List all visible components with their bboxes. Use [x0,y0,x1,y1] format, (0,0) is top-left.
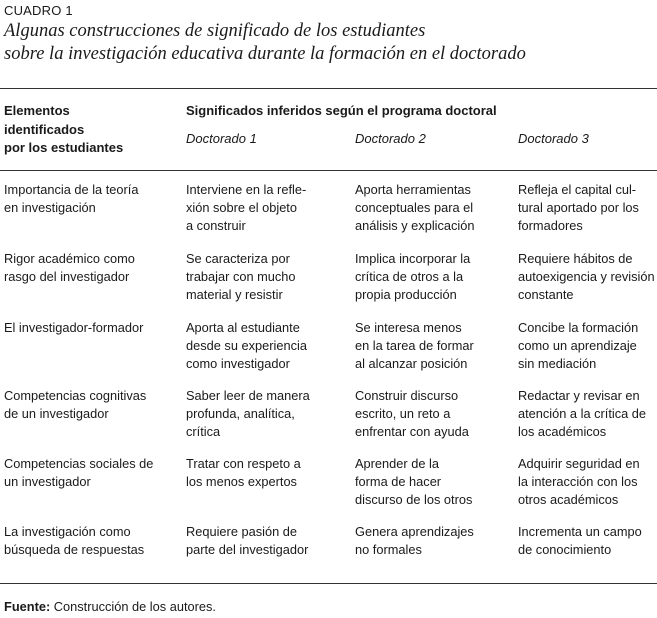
cell-element [4,455,153,491]
cell-line: formadores [518,218,583,233]
cell-line: Se caracteriza por [186,251,290,266]
cell-line: Construir discurso [355,388,459,403]
cell-doctorado-1 [186,455,301,491]
cell-line: Concibe la formación [518,320,639,335]
source-text: Construcción de los autores. [53,599,216,614]
cell-line: como investigador [186,356,290,371]
cell-line: Adquirir seguridad en [518,456,640,471]
cell-doctorado-3 [518,455,640,509]
cell-line: sin mediación [518,356,597,371]
title-line: sobre la investigación educativa durante la formación en el doctorado [4,44,526,64]
source-label: Fuente: [4,599,51,614]
header-rule [0,170,657,171]
title-line: Algunas construcciones de significado de los estudiantes [4,21,426,41]
cell-line: Requiere hábitos de [518,251,633,266]
cell-element [4,250,135,286]
cell-line: Se interesa menos [355,320,462,335]
cell-doctorado-1 [186,319,307,373]
header-doctorado-1: Doctorado 1 [186,131,257,146]
cell-doctorado-3 [518,319,638,373]
cell-line: crítica de otros a la [355,269,464,284]
cell-line: forma de hacer [355,474,442,489]
cell-line: propia producción [355,287,457,302]
cell-line: material y resistir [186,287,283,302]
cell-doctorado-2 [355,181,475,235]
cell-line: profunda, analítica, [186,406,295,421]
cell-line: Saber leer de manera [186,388,310,403]
cell-line: los académicos [518,424,607,439]
cell-line: enfrentar con ayuda [355,424,469,439]
cell-line: crítica [186,424,221,439]
cell-line: Refleja el capital cul- [518,182,637,197]
cell-line: Aporta herramientas [355,182,471,197]
cell-doctorado-2 [355,455,472,509]
cell-line: en la tarea de formar [355,338,474,353]
bottom-rule [0,583,657,584]
cell-line: Requiere pasión de [186,524,297,539]
cell-line: los menos expertos [186,474,297,489]
cell-line: búsqueda de respuestas [4,542,145,557]
cell-line: a construir [186,218,246,233]
cell-line: Rigor académico como [4,251,135,266]
cell-line: tural aportado por los [518,200,639,215]
cell-line: discurso de los otros [355,492,473,507]
cell-line: escrito, un reto a [355,406,451,421]
cell-doctorado-1 [186,181,306,235]
cell-line: conceptuales para el [355,200,474,215]
cell-line: no formales [355,542,422,557]
cell-line: al alcanzar posición [355,356,468,371]
cell-line: desde su experiencia [186,338,307,353]
cell-line: El investigador-formador [4,320,144,335]
cell-element [4,319,143,337]
cell-line: atención a la crítica de [518,406,647,421]
cell-line: Redactar y revisar en [518,388,640,403]
header-elements: Elementos identificados por los estudiantes [4,103,124,155]
cell-line: de un investigador [4,406,109,421]
cell-doctorado-3 [518,181,639,235]
cell-line: Competencias sociales de [4,456,154,471]
cell-element [4,181,138,217]
top-rule [0,88,657,89]
cell-line: Interviene en la refle- [186,182,307,197]
cell-doctorado-3 [518,387,646,441]
cell-element [4,387,146,423]
cell-doctorado-3 [518,523,642,559]
cell-doctorado-2 [355,523,474,559]
table-label: CUADRO 1 [4,3,73,18]
header-doctorado-3: Doctorado 3 [518,131,589,146]
cell-line: Implica incorporar la [355,251,471,266]
cell-line: xión sobre el objeto [186,200,297,215]
cell-line: en investigación [4,200,96,215]
cell-doctorado-1 [186,250,296,304]
header-doctorado-2: Doctorado 2 [355,131,426,146]
cell-doctorado-3 [518,250,655,304]
cell-line: Importancia de la teoría [4,182,139,197]
cell-doctorado-2 [355,250,470,304]
table-title [4,20,654,66]
cell-doctorado-1 [186,387,310,441]
cell-line: Genera aprendizajes [355,524,474,539]
cell-line: análisis y explicación [355,218,475,233]
cell-line: Aprender de la [355,456,439,471]
cell-line: Aporta al estudiante [186,320,300,335]
header-group: Significados inferidos según el programa doctoral [186,103,497,118]
cell-line: un investigador [4,474,91,489]
cell-line: Tratar con respeto a [186,456,301,471]
cell-line: trabajar con mucho [186,269,296,284]
cell-line: La investigación como [4,524,131,539]
cell-line: rasgo del investigador [4,269,130,284]
cell-line: de conocimiento [518,542,612,557]
cell-doctorado-1 [186,523,308,559]
source-note [4,599,216,614]
cell-doctorado-2 [355,387,469,441]
cell-line: autoexigencia y revisión [518,269,655,284]
cell-element [4,523,144,559]
cell-line: Incrementa un campo [518,524,642,539]
cell-doctorado-2 [355,319,474,373]
cell-line: la interacción con los [518,474,638,489]
cell-line: otros académicos [518,492,619,507]
cell-line: Competencias cognitivas [4,388,147,403]
cell-line: como un aprendizaje [518,338,637,353]
cell-line: constante [518,287,574,302]
cell-line: parte del investigador [186,542,309,557]
